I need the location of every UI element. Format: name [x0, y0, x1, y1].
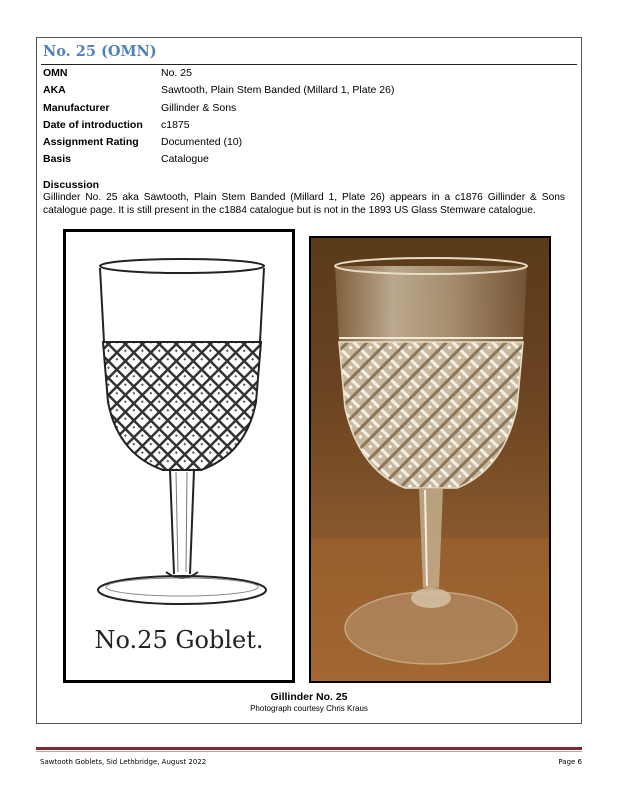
field-key: Manufacturer — [43, 102, 110, 114]
footer-rule — [36, 747, 582, 750]
field-key: Basis — [43, 153, 72, 165]
field-value: Catalogue — [161, 153, 209, 165]
page-heading: No. 25 (OMN) — [43, 43, 157, 60]
discussion-title: Discussion — [43, 179, 100, 191]
field-key: Assignment Rating — [43, 136, 139, 148]
figure-caption-credit: Photograph courtesy Chris Kraus — [250, 704, 368, 713]
catalogue-drawing — [63, 229, 295, 683]
content-frame — [36, 37, 582, 724]
heading-rule — [41, 64, 577, 65]
field-value: No. 25 — [161, 67, 192, 79]
discussion-body: Gillinder No. 25 aka Sawtooth, Plain Stem Banded (Millard 1, Plate 26) appears in a c1876 Gillinder & Sons catalogue page. It is still present in the c1884 catalogue but is not in the 1893 US Glass Stemware catalogue. — [43, 192, 565, 216]
field-key: OMN — [43, 67, 68, 79]
field-key: AKA — [43, 84, 66, 96]
drawing-label: No.25 Goblet. — [94, 626, 264, 654]
field-value: Documented (10) — [161, 136, 243, 148]
footer-document-info: Sawtooth Goblets, Sid Lethbridge, August 2022 — [40, 758, 207, 766]
field-key: Date of introduction — [43, 119, 143, 131]
footer-page-number: Page 6 — [558, 758, 582, 766]
goblet-drawing-icon — [66, 232, 292, 680]
footer-rule-thin — [36, 751, 582, 752]
figure-caption-title: Gillinder No. 25 — [270, 691, 348, 703]
field-value: Sawtooth, Plain Stem Banded (Millard 1, Plate 26) — [161, 84, 395, 96]
field-value: Gillinder & Sons — [161, 102, 237, 114]
goblet-photo-icon — [311, 238, 549, 681]
goblet-photograph — [309, 236, 551, 683]
field-value: c1875 — [161, 119, 190, 131]
